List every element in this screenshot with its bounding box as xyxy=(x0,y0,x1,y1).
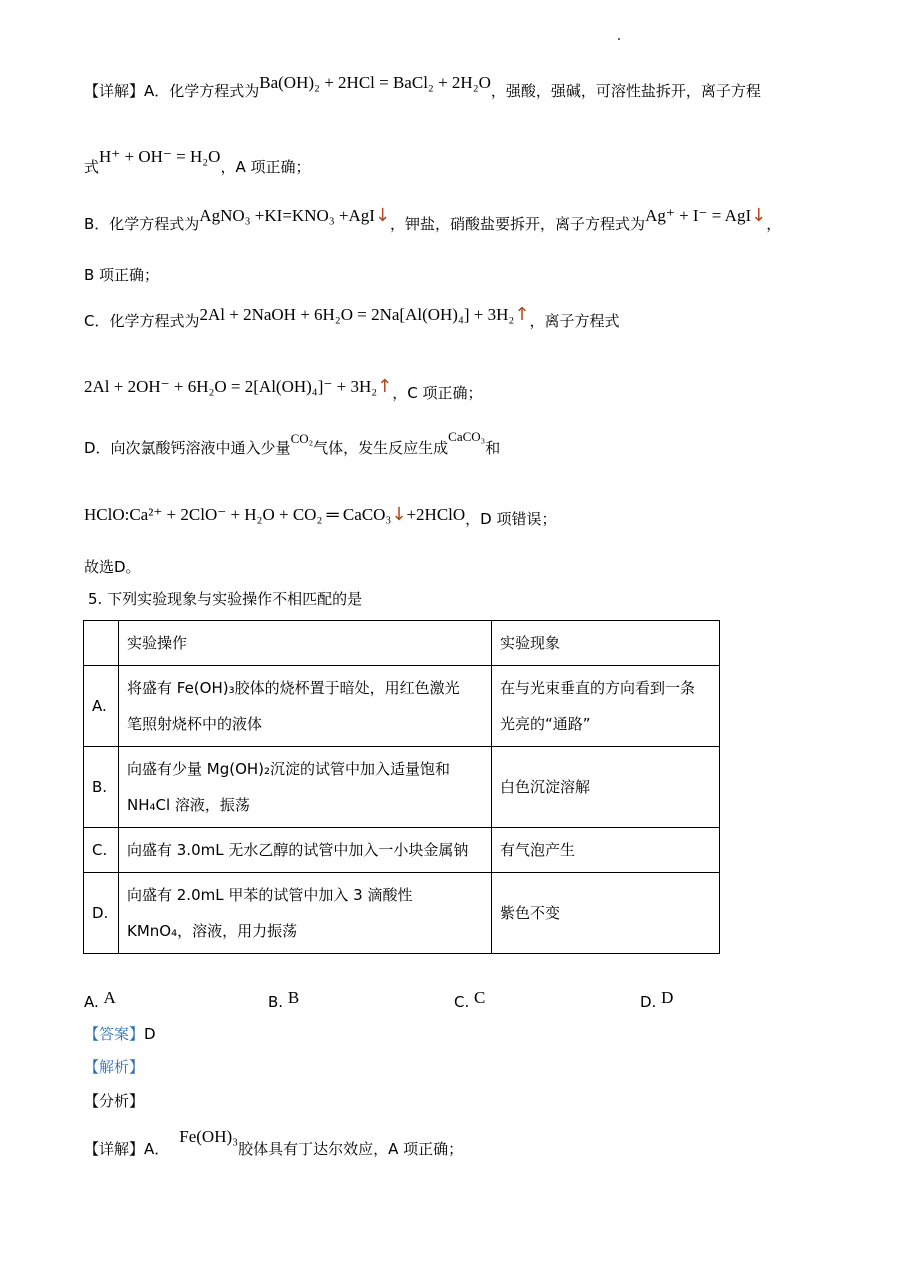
operation-line: NH₄Cl 溶液，振荡 xyxy=(127,796,250,814)
detail-final-suffix: 胶体具有丁达尔效应，A 项正确； xyxy=(238,1140,464,1158)
detail-d-mid: 气体，发生反应生成 xyxy=(313,439,449,457)
table-header-phenomenon: 实验现象 xyxy=(492,621,720,666)
detail-b-line2: B 项正确； xyxy=(84,266,160,284)
option-key: B. xyxy=(268,993,284,1011)
phenomenon-line: 在与光束垂直的方向看到一条 xyxy=(500,679,696,697)
equation-c-molecular: 2Al + 2NaOH + 6H₂O = 2Na[Al(OH)₄] + 3H₂ xyxy=(199,305,515,324)
equation-d: HClO:Ca²⁺ + 2ClO⁻ + H₂O + CO₂ ═ CaCO₃ xyxy=(84,505,392,524)
row-label: B. xyxy=(84,747,119,828)
detail-conclusion: 故选D。 xyxy=(84,558,141,576)
fenxi-label: 【分析】 xyxy=(84,1092,145,1110)
detail-c-suffix: ，离子方程式 xyxy=(529,312,620,330)
equation-d-tail: +2HClO xyxy=(406,505,466,524)
detail-b-end: ， xyxy=(766,215,782,233)
table-header-row xyxy=(84,621,720,666)
detail-a-line2-prefix: 式 xyxy=(84,158,100,176)
row-operation: 向盛有 3.0mL 无水乙醇的试管中加入一小块金属钠 xyxy=(119,828,492,873)
answer-line xyxy=(84,1027,156,1042)
row-phenomenon: 有气泡产生 xyxy=(492,828,720,873)
row-operation xyxy=(119,666,492,747)
table-row xyxy=(84,873,720,954)
row-label: A. xyxy=(84,666,119,747)
equation-c-ionic: 2Al + 2OH⁻ + 6H₂O = 2[Al(OH)₄]⁻ + 3H₂ xyxy=(84,377,378,396)
table-row xyxy=(84,828,720,873)
option-d xyxy=(640,988,674,1011)
detail-c-line1 xyxy=(84,304,620,330)
equation-a-ionic: H⁺ + OH⁻ = H₂O xyxy=(99,147,221,166)
detail-final-line xyxy=(84,1127,464,1158)
detail-b-line1 xyxy=(84,205,782,233)
question-5-title: 5. 下列实验现象与实验操作不相匹配的是 xyxy=(88,590,363,608)
answer-label: 【答案】 xyxy=(84,1025,145,1043)
option-value: A xyxy=(103,988,116,1007)
answer-value: D xyxy=(144,1025,156,1043)
table-row xyxy=(84,666,720,747)
formula-caco3: CaCO₃ xyxy=(448,429,486,444)
equation-b-molecular: AgNO₃ +KI=KNO₃ +AgI xyxy=(199,206,375,225)
detail-a-line1 xyxy=(84,73,761,100)
operation-line: 向盛有少量 Mg(OH)₂沉淀的试管中加入适量饱和 xyxy=(127,760,451,778)
row-phenomenon: 紫色不变 xyxy=(492,873,720,954)
equation-a-molecular: Ba(OH)₂ + 2HCl = BaCl₂ + 2H₂O xyxy=(259,73,491,92)
detail-a-prefix: 【详解】A．化学方程式为 xyxy=(84,82,260,100)
row-operation xyxy=(119,747,492,828)
precipitate-arrow-icon: ↓ xyxy=(374,205,391,226)
gas-arrow-icon: ↑ xyxy=(514,304,530,325)
experiment-table xyxy=(83,620,720,954)
detail-d-end: 和 xyxy=(485,439,501,457)
option-c xyxy=(454,988,486,1011)
operation-line: KMnO₄，溶液，用力振荡 xyxy=(127,922,298,940)
table-header-operation: 实验操作 xyxy=(119,621,492,666)
detail-d-line2-suffix: ，D 项错误； xyxy=(465,510,557,528)
precipitate-arrow-icon: ↓ xyxy=(751,205,767,226)
page-dot xyxy=(618,38,620,40)
option-key: C. xyxy=(454,993,470,1011)
detail-c-line2 xyxy=(84,376,483,402)
table-row xyxy=(84,747,720,828)
detail-a-suffix: ，强酸，强碱，可溶性盐拆开，离子方程 xyxy=(490,82,761,100)
option-value: D xyxy=(661,988,674,1007)
row-operation xyxy=(119,873,492,954)
detail-d-prefix: D．向次氯酸钙溶液中通入少量 xyxy=(84,439,291,457)
detail-d-line2 xyxy=(84,504,557,528)
detail-b-mid: ，钾盐，硝酸盐要拆开，离子方程式为 xyxy=(390,215,646,233)
phenomenon-line: 光亮的“通路” xyxy=(500,715,591,733)
option-a xyxy=(84,988,116,1011)
analysis-label: 【解析】 xyxy=(84,1058,145,1076)
row-phenomenon xyxy=(492,666,720,747)
detail-a-line2 xyxy=(84,147,311,176)
option-key: A. xyxy=(84,993,99,1011)
operation-line: 将盛有 Fe(OH)₃胶体的烧杯置于暗处，用红色激光 xyxy=(127,679,460,697)
detail-final-prefix: 【详解】A． xyxy=(84,1140,170,1158)
row-label: C. xyxy=(84,828,119,873)
row-phenomenon: 白色沉淀溶解 xyxy=(492,747,720,828)
formula-co2: CO₂ xyxy=(290,431,314,446)
equation-b-ionic: Ag⁺ + I⁻ = AgI xyxy=(645,206,752,225)
precipitate-arrow-icon: ↓ xyxy=(391,504,407,525)
formula-feoh3: Fe(OH)₃ xyxy=(179,1127,239,1146)
gas-arrow-icon: ↑ xyxy=(377,376,393,397)
detail-a-line2-suffix: ，A 项正确； xyxy=(220,158,311,176)
detail-c-prefix: C．化学方程式为 xyxy=(84,312,200,330)
option-value: B xyxy=(287,988,300,1007)
detail-d-line1 xyxy=(84,429,501,457)
option-key: D. xyxy=(640,993,657,1011)
detail-c-line2-suffix: ，C 项正确； xyxy=(392,384,483,402)
table-header-cell xyxy=(84,621,119,666)
option-b xyxy=(268,988,300,1011)
option-value: C xyxy=(474,988,486,1007)
row-label: D. xyxy=(84,873,119,954)
operation-line: 向盛有 2.0mL 甲苯的试管中加入 3 滴酸性 xyxy=(127,886,413,904)
operation-line: 笔照射烧杯中的液体 xyxy=(127,715,263,733)
detail-b-prefix: B．化学方程式为 xyxy=(84,215,200,233)
